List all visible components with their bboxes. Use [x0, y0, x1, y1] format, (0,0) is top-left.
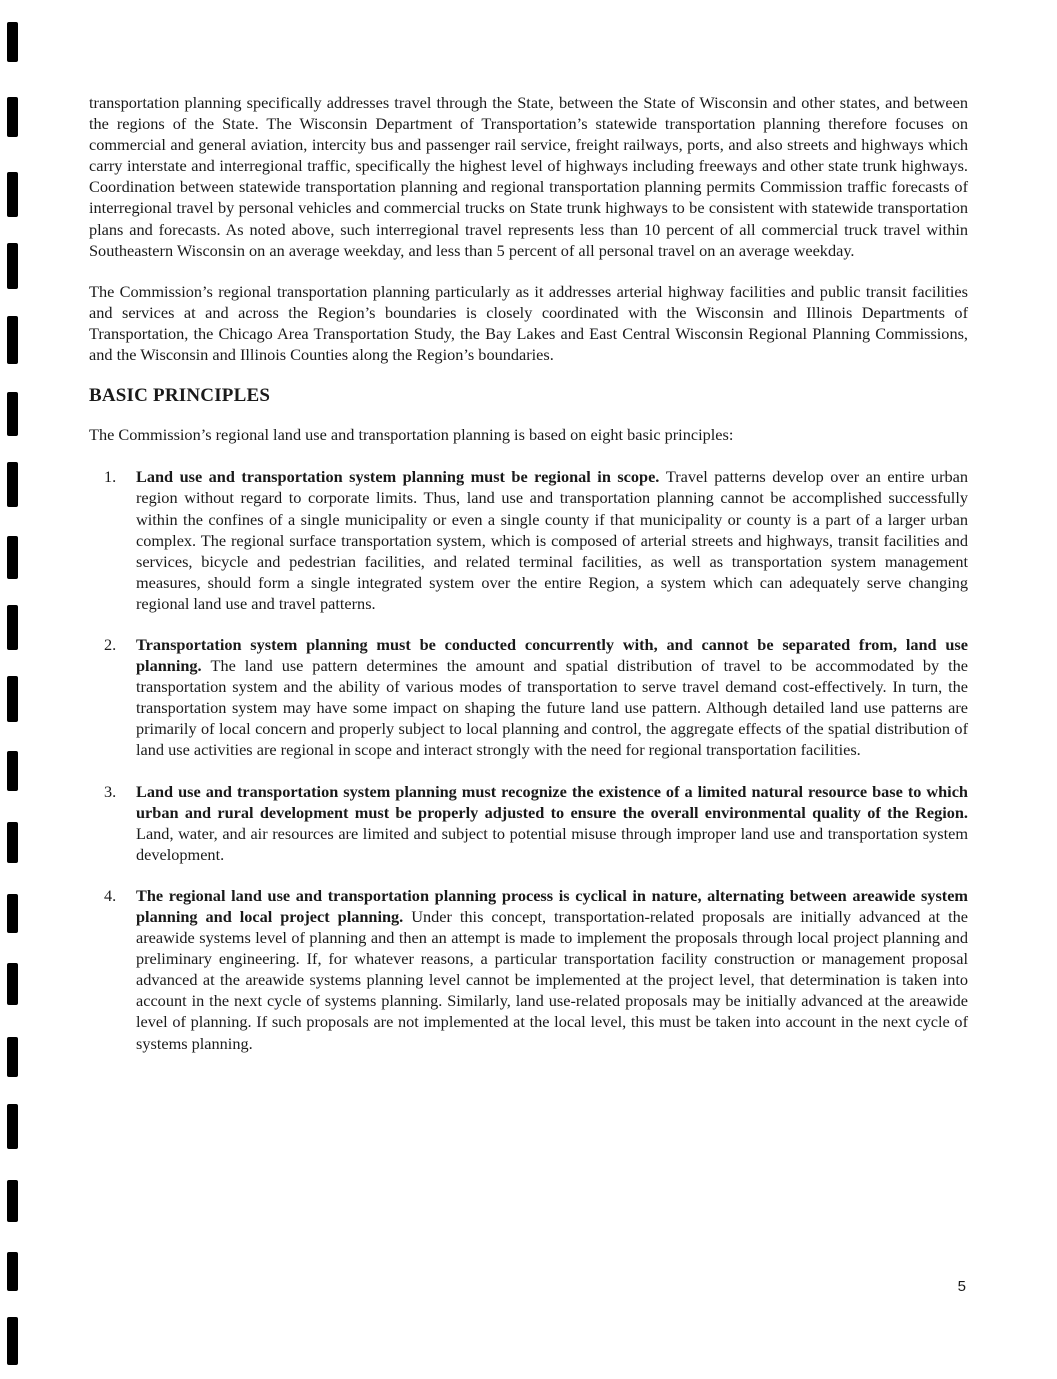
principle-text: The land use pattern determines the amount and spatial distribution of travel to be accommodated by the transportation system and the ability of various modes of transportation to serve travel demand cost-effectively. In turn, the transportation system may have some impact on shaping the future land use pattern. Although detailed land use patterns are primarily of local concern and properly subject to local planning and control, the aggregate effects of the spatial distribution of land use activities are regional in scope and interact strongly with the need for regional transportation facilities. [136, 656, 968, 760]
page-number: 5 [957, 1278, 966, 1295]
list-item-number: 4. [104, 885, 117, 905]
section-intro: The Commission’s regional land use and transportation planning is based on eight basic principles: [89, 425, 734, 445]
binding-mark [7, 316, 18, 364]
binding-mark [7, 1252, 18, 1291]
binding-mark [7, 22, 18, 62]
binding-mark [7, 1317, 18, 1365]
principle-text: Travel patterns develop over an entire urban region without regard to corporate limits. Thus, land use and transportation planning cannot be accomplished successfully within the confines of a single municipality or even a single county if that municipality or county is a part of a larger urban complex. The regional surface transportation system, which is composed of arterial streets and highways, transit facilities and services, bicycle and pedestrian facilities, and related terminal facilities, as well as transportation system management measures, should form a single integrated system over the entire Region, a system which can adequately serve changing regional land use and travel patterns. [136, 467, 968, 613]
list-item-number: 3. [104, 781, 117, 801]
list-item [89, 466, 968, 614]
list-item [89, 781, 968, 865]
principle-title: Land use and transportation system planning must be regional in scope. [136, 467, 666, 487]
binding-mark [7, 243, 18, 289]
principle-title: Transportation system planning must be conducted concurrently with, and cannot be separated from, land use planning. [136, 634, 968, 676]
binding-mark [7, 1104, 18, 1149]
list-item [89, 885, 968, 1054]
principle-title: The regional land use and transportation planning process is cyclical in nature, alternating between areawide system planning and local project planning. [136, 885, 968, 926]
list-item-number: 2. [104, 634, 117, 654]
binding-mark [7, 172, 18, 217]
document-body [89, 92, 968, 1074]
body-paragraph: transportation planning specifically addresses travel through the State, between the State of Wisconsin and other states, and between the regions of the State. The Wisconsin Department of Transportation’s statewide transportation planning therefore focuses on commercial and general aviation, intercity bus and passenger rail service, freight railways, ports, and also streets and highways which carry interstate and interregional traffic, specifically the highest level of highways including freeways and other state trunk highways. Coordination between statewide transportation planning and regional transportation planning permits Commission traffic forecasts of interregional travel by personal vehicles and commercial trucks on State trunk highways to be consistent with statewide transportation plans and forecasts. As noted above, such interregional travel represents less than 10 percent of all commercial truck travel within Southeastern Wisconsin on an average weekday, and less than 5 percent of all personal travel on an average weekday. [89, 93, 968, 260]
list-item-number: 1. [104, 467, 117, 487]
binding-mark [7, 392, 18, 436]
principle-text: Under this concept, transportation-related proposals are initially advanced at the areawide systems level of planning and then an attempt is made to implement the proposals through local project planning and preliminary engineering. If, for whatever reasons, a particular transportation facility construction or management proposal advanced at the areawide systems planning level cannot be implemented at the project level, that determination is taken into account in the next cycle of systems planning. Similarly, land use-related proposals may be initially advanced at the areawide level of planning. If such proposals are not implemented at the local level, this must be taken into account in the next cycle of systems planning. [136, 907, 969, 1053]
binding-mark [7, 751, 18, 791]
binding-marks [0, 0, 30, 1379]
body-paragraph: The Commission’s regional transportation planning particularly as it addresses arterial highway facilities and public transit facilities and services at and across the Region’s boundaries is closely coordinated with the Wisconsin and Illinois Departments of Transportation, the Chicago Area Transportation Study, the Bay Lakes and East Central Wisconsin Regional Planning Commissions, and the Wisconsin and Illinois Counties along the Region’s boundaries. [89, 281, 968, 365]
list-item [89, 634, 968, 761]
section-heading: BASIC PRINCIPLES [89, 385, 271, 407]
binding-mark [7, 1037, 18, 1077]
principle-title: Land use and transportation system planning must recognize the existence of a limited natural resource base to which urban and rural development must be properly adjusted to ensure the overall environmental quality of the Region. [136, 781, 968, 822]
binding-mark [7, 536, 18, 579]
binding-mark [7, 822, 18, 863]
binding-mark [7, 1180, 18, 1222]
binding-mark [7, 963, 18, 1005]
binding-mark [7, 97, 18, 137]
binding-mark [7, 462, 18, 507]
principle-text: Land, water, and air resources are limited and subject to potential misuse through improper land use and transportation system development. [136, 823, 968, 864]
binding-mark [7, 894, 18, 933]
principles-list [89, 466, 968, 1053]
binding-mark [7, 605, 18, 650]
binding-mark [7, 676, 18, 722]
